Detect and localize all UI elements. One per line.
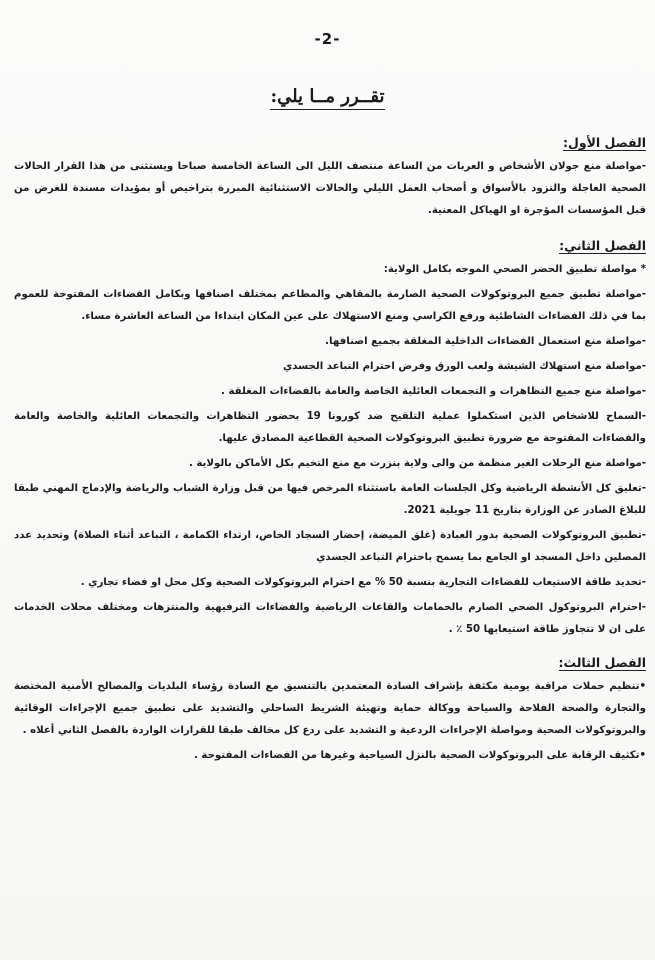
decree-title [0, 86, 655, 107]
chapter-3-heading: الفصل الثالث: [558, 655, 646, 670]
chapter-2-heading: الفصل الثاني: [559, 238, 646, 253]
chapter-2-paragraph: -تحديد طاقة الاستيعاب للفضاءات التجارية بنسبة 50 % مع احترام البروتوكولات الصحية وكل محل او فضاء تجاري . [80, 577, 646, 588]
chapter-3-paragraph: •تكثيف الرقابة على البروتوكولات الصحية بالنزل السياحية وغيرها من الفضاءات المفتوحة . [193, 750, 646, 761]
chapter-1-paragraph: -مواصلة منع جولان الأشخاص و العربات من الساعة منتصف الليل الى الساعة الخامسة صباحا ويستثنى من هذا القرار الحالات الصحية العاجلة والتزود بالأسواق و أصحاب العمل الليلي والحالات الاستثنائية المبررة بتراخيص أو بمؤيدات مسندة للغرض من قبل المؤسسات المؤجرة او الهياكل المعنية. [14, 161, 646, 216]
page-number: -2- [314, 30, 341, 48]
document-body [14, 128, 646, 770]
chapter-2-paragraph: -تعليق كل الأنشطة الرياضية وكل الجلسات العامة باستثناء المرخص فيها من قبل وزارة الشباب والرياضة والإدماج المهني طبقا للبلاغ الصادر عن الوزارة بتاريخ 11 جويلية 2021. [14, 483, 646, 516]
chapter-2-paragraph: -احترام البروتوكول الصحي الصارم بالحمامات والقاعات الرياضية والفضاءات الترفيهية والمنتزهات ومختلف محلات الخدمات على ان لا تتجاوز طاقة استيعابها 50 ٪ . [14, 602, 646, 635]
chapter-3-paragraph: •تنظيم حملات مراقبة يومية مكثفة بإشراف السادة المعتمدين بالتنسيق مع السادة رؤساء البلديات والمصالح الأمنية المختصة والتجارة والصحة الفلاحة والسياحة ووكالة حماية وتهيئة الشريط الساحلي والتشديد على تطبيق جميع الإجراءات الوقائية والبروتوكولات الصحية ومواصلة الإجراءات الردعية و التشديد على ردع كل مخالف طبقا للقرارات الواردة بالفصل الثاني أعلاه . [14, 681, 646, 736]
chapter-2-paragraph: -مواصلة منع استهلاك الشيشة ولعب الورق وفرض احترام التباعد الجسدي [282, 361, 646, 372]
decree-title-text: تقــرر مــا يلي: [270, 86, 384, 110]
chapter-2-paragraph: -مواصلة منع جميع التظاهرات و التجمعات العائلية الخاصة والعامة بالفضاءات المغلقة . [221, 386, 646, 397]
chapter-2-paragraph: -مواصلة تطبيق جميع البروتوكولات الصحية الصارمة بالمقاهي والمطاعم بمختلف اصنافها وبكامل الفضاءات المفتوحة للعموم بما في ذلك الفضاءات الشاطئية ورفع الكراسي ومنع الاستهلاك على عين المكان ابتداءا من الساعة العاشرة مساء. [14, 289, 646, 322]
chapter-2-paragraph: -السماح للاشخاص الذين استكملوا عملية التلقيح ضد كورونا 19 بحضور التظاهرات والتجمعات العائلية والخاصة والعامة والفضاءات المفتوحة مع ضرورة تطبيق البروتوكولات الصحية القطاعية المصادق عليها. [14, 411, 646, 444]
chapter-2-paragraph: -مواصلة منع استعمال الفضاءات الداخلية المغلقة بجميع اصنافها. [325, 336, 646, 347]
chapter-2-paragraph: -تطبيق البروتوكولات الصحية بدور العبادة (غلق الميضة، إحضار السجاد الخاص، ارتداء الكمامة ، التباعد أثناء الصلاة) وتحديد عدد المصلين داخل المسجد او الجامع بما يسمح باحترام التباعد الجسدي [14, 530, 646, 563]
chapter-1-heading: الفصل الأول: [562, 135, 646, 150]
chapter-2-paragraph: * مواصلة تطبيق الحضر الصحي الموجه بكامل الولاية: [383, 264, 646, 275]
chapter-2-paragraph: -مواصلة منع الرحلات الغير منظمة من والى ولاية بنزرت مع منع التخيم بكل الأماكن بالولاية . [188, 458, 646, 469]
